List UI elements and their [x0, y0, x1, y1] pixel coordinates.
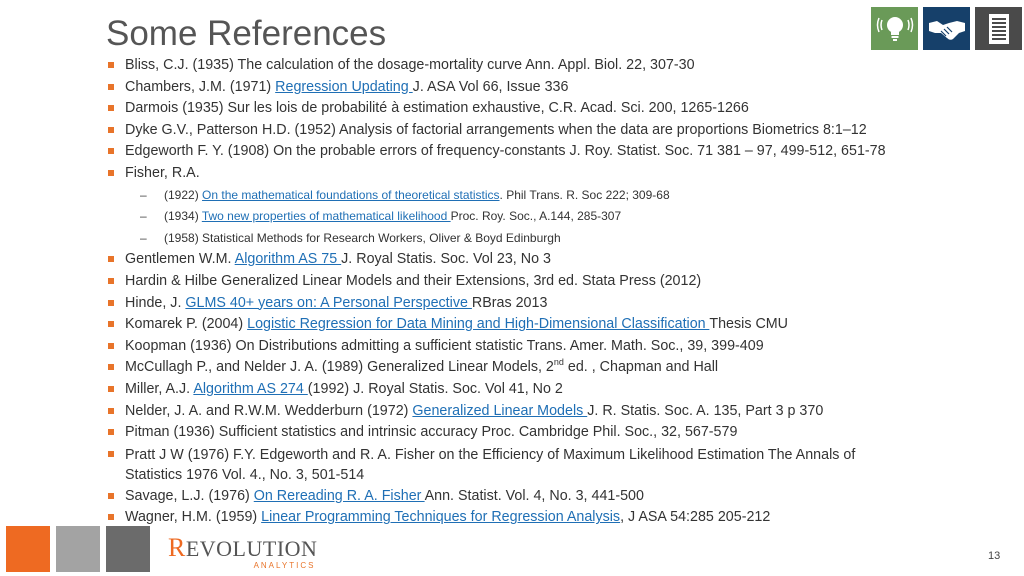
reference-link[interactable]: Algorithm AS 75: [234, 251, 342, 268]
bullet: [108, 429, 114, 435]
reference-text: Pitman (1936) Sufficient statistics and intrinsic accuracy Proc. Cambridge Phil. Soc., 32, 567-579: [125, 424, 738, 441]
reference-text: J. ASA Vol 66, Issue 336: [412, 78, 569, 95]
bullet: [108, 451, 114, 457]
reference-text: J. Royal Statis. Soc. Vol 23, No 3: [341, 251, 551, 268]
bullet: [108, 84, 114, 90]
reference-text: (1934): [164, 209, 202, 224]
dash: –: [140, 187, 147, 202]
reference-text: (1922): [164, 187, 203, 202]
reference-item: [108, 314, 988, 336]
reference-link[interactable]: Logistic Regression for Data Mining and High-Dimensional Classification: [247, 316, 710, 333]
reference-item: [108, 163, 988, 185]
reference-link[interactable]: Generalized Linear Models: [412, 402, 588, 419]
reference-list: [108, 55, 988, 529]
reference-item: [108, 293, 988, 315]
reference-item: [108, 357, 988, 379]
reference-text: Koopman (1936) On Distributions admitting a sufficient statistic Trans. Amer. Math. Soc., 39, 399-409: [125, 337, 764, 354]
bullet: [108, 343, 114, 349]
footer-orange-block: [6, 526, 50, 572]
reference-text: Hardin & Hilbe Generalized Linear Models and their Extensions, 3rd ed. Stata Press (2012): [125, 272, 702, 289]
reference-item: [108, 422, 988, 444]
reference-link[interactable]: Algorithm AS 274: [193, 380, 308, 397]
reference-item: [108, 379, 988, 401]
header-icons: [871, 7, 1022, 50]
bullet: [108, 321, 114, 327]
reference-item: [108, 401, 988, 423]
sub-reference-item: [108, 185, 988, 207]
reference-item: [108, 507, 988, 529]
slide-title: Some References: [106, 14, 387, 53]
reference-item: [108, 486, 988, 508]
bullet: [108, 256, 114, 262]
logo-rest: EVOLUTION: [185, 536, 318, 561]
reference-text: Pratt J W (1976) F.Y. Edgeworth and R. A. Fisher on the Efficiency of Maximum Likelihood Estimation The Annals of: [125, 446, 856, 463]
reference-text: Savage, L.J. (1976): [125, 487, 254, 504]
sub-reference-item: [108, 228, 988, 250]
reference-text: Chambers, J.M. (1971): [125, 78, 276, 95]
superscript: nd: [553, 357, 564, 368]
reference-link[interactable]: GLMS 40+ years on: A Personal Perspective: [185, 294, 472, 311]
reference-text: Fisher, R.A.: [125, 164, 200, 181]
reference-text: . Phil Trans. R. Soc 222; 309-68: [499, 187, 670, 202]
reference-text: Ann. Statist. Vol. 4, No. 3, 441-500: [424, 487, 644, 504]
reference-text: Dyke G.V., Patterson H.D. (1952) Analysis of factorial arrangements when the data are proportions Biometrics 8:1–12: [125, 121, 867, 138]
reference-item: [108, 271, 988, 293]
reference-text: Darmois (1935) Sur les lois de probabilité à estimation exhaustive, C.R. Acad. Sci. 200, 1265-1266: [125, 100, 749, 117]
reference-text: Bliss, C.J. (1935) The calculation of the dosage-mortality curve Ann. Appl. Biol. 22, 307-30: [125, 57, 695, 73]
reference-text: McCullagh P., and Nelder J. A. (1989) Generalized Linear Models, 2: [125, 359, 554, 376]
reference-item: [108, 336, 988, 358]
reference-text: (1958) Statistical Methods for Research Workers, Oliver & Boyd Edinburgh: [164, 230, 561, 245]
reference-text: Statistics 1976 Vol. 4., No. 3, 501-514: [125, 466, 365, 483]
logo-subtitle: ANALYTICS: [253, 561, 316, 570]
reference-text: Wagner, H.M. (1959): [125, 509, 262, 526]
bullet: [108, 148, 114, 154]
document-icon: [975, 7, 1022, 50]
bullet: [108, 278, 114, 284]
reference-link[interactable]: Linear Programming Techniques for Regression Analysis: [261, 509, 621, 526]
bullet: [108, 62, 114, 68]
reference-item: [108, 77, 988, 99]
reference-item: [108, 444, 988, 486]
logo-wordmark: [168, 533, 318, 562]
reference-text: J. R. Statis. Soc. A. 135, Part 3 p 370: [587, 402, 824, 419]
bullet: [108, 105, 114, 111]
reference-text: Gentlemen W.M.: [125, 251, 235, 268]
lightbulb-icon: [871, 7, 918, 50]
bullet: [108, 364, 114, 370]
reference-text: Miller, A.J.: [125, 380, 194, 397]
bullet: [108, 127, 114, 133]
reference-text: RBras 2013: [471, 294, 548, 311]
reference-item: [108, 249, 988, 271]
reference-text: ed. , Chapman and Hall: [563, 359, 719, 376]
reference-text: Thesis CMU: [709, 316, 788, 333]
reference-text: (1992) J. Royal Statis. Soc. Vol 41, No 2: [307, 380, 563, 397]
reference-item: [108, 55, 988, 77]
reference-link[interactable]: Regression Updating: [275, 78, 413, 95]
reference-text: Hinde, J.: [125, 294, 186, 311]
reference-link[interactable]: On the mathematical foundations of theoretical statistics: [202, 187, 500, 202]
reference-text: Komarek P. (2004): [125, 316, 248, 333]
reference-text: Proc. Roy. Soc., A.144, 285-307: [450, 209, 622, 224]
reference-link[interactable]: Two new properties of mathematical likelihood: [201, 209, 451, 224]
page-number: 13: [988, 550, 1001, 562]
reference-item: [108, 120, 988, 142]
bullet: [108, 493, 114, 499]
dash: –: [140, 209, 147, 224]
reference-text: , J ASA 54:285 205-212: [620, 509, 771, 526]
footer-dark-gray-block: [106, 526, 150, 572]
bullet: [108, 514, 114, 520]
reference-link[interactable]: On Rereading R. A. Fisher: [253, 487, 425, 504]
logo-r: R: [168, 533, 186, 562]
reference-item: [108, 141, 988, 163]
bullet: [108, 408, 114, 414]
bullet: [108, 170, 114, 176]
sub-reference-item: [108, 206, 988, 228]
bullet: [108, 300, 114, 306]
reference-item: [108, 98, 988, 120]
revolution-analytics-logo: [168, 533, 318, 570]
reference-text: Edgeworth F. Y. (1908) On the probable errors of frequency-constants J. Roy. Statist. Soc. 71 381 – 97, 499-512, 651-78: [125, 143, 886, 160]
handshake-icon: [923, 7, 970, 50]
dash: –: [140, 230, 147, 245]
bullet: [108, 386, 114, 392]
reference-text: Nelder, J. A. and R.W.M. Wedderburn (1972): [125, 402, 413, 419]
footer-gray-block: [56, 526, 100, 572]
